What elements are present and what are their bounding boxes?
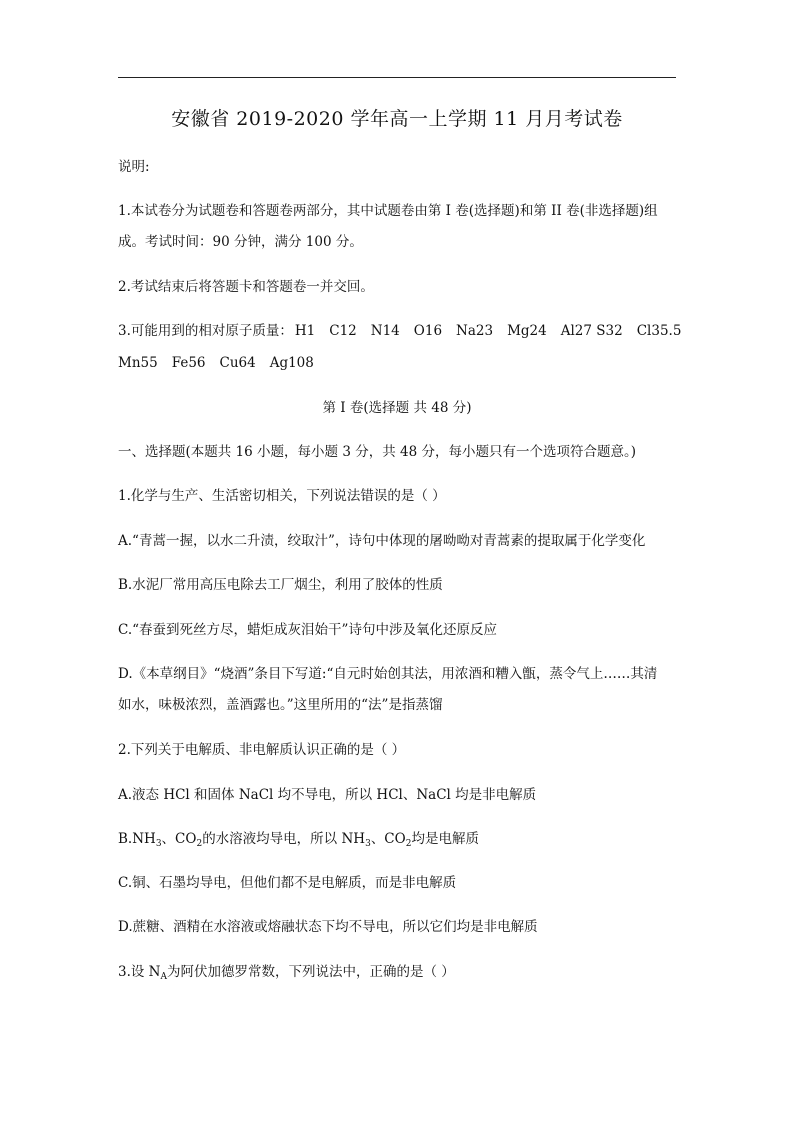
atomic-mass: Ag108 [269,355,314,371]
question-1-option-b: B.水泥厂常用高压电除去工厂烟尘，利用了胶体的性质 [118,577,443,593]
question-2-option-a: A.液态 HCl 和固体 NaCl 均不导电，所以 HCl、NaCl 均是非电解质 [118,787,537,803]
atomic-mass: H1 [294,323,316,339]
atomic-mass: Fe56 [171,355,206,371]
atomic-mass: Mn55 [118,355,158,371]
note-item-3-label: 3.可能用到的相对原子质量： [118,323,293,339]
question-2-option-b: $B.NH_3$、$CO_2$的水溶液均导电，所以 $NH_3$、$CO_2$均是电解质 [118,831,479,849]
atomic-mass: Mg24 [507,323,547,339]
part-title: 一、选择题(本题共 16 小题，每小题 3 分，共 48 分，每小题只有一个选项符合题意。) [118,444,636,460]
question-1-option-c: C.“春蚕到死丝方尽，蜡炬成灰泪始干”诗句中涉及氧化还原反应 [118,622,497,638]
note-item-3-line-1 [118,320,681,342]
atomic-mass: N14 [370,323,400,339]
note-item-1-line-2: 成。考试时间：90 分钟，满分 100 分。 [118,234,363,250]
atomic-mass: Cu64 [219,355,256,371]
atomic-mass: O16 [413,323,443,339]
question-3-stem: 3.设 $N_A$为阿伏加德罗常数，下列说法中，正确的是（ ） [118,964,455,982]
question-1-option-d-line-1: D.《本草纲目》“烧酒”条目下写道:“自元时始创其法，用浓酒和糟入甑，蒸令气上……其清 [118,666,658,682]
atomic-mass: Na23 [456,323,494,339]
question-2-stem: 2.下列关于电解质、非电解质认识正确的是（ ） [118,742,406,758]
question-2-option-c: C.铜、石墨均导电，但他们都不是电解质，而是非电解质 [118,875,457,891]
volume-title: 第 I 卷(选择题 共 48 分) [322,400,472,416]
note-item-2: 2.考试结束后将答题卡和答题卷一并交回。 [118,279,374,295]
note-item-3-line-2 [118,352,314,374]
page-title: 安徽省 2019-2020 学年高一上学期 11 月月考试卷 [171,108,623,130]
question-1-stem: 1.化学与生产、生活密切相关，下列说法错误的是（ ） [118,488,446,504]
notes-heading: 说明: [118,159,150,175]
question-1-option-a: A.“青蒿一握，以水二升渍，绞取汁”，诗句中体现的屠呦呦对青蒿素的提取属于化学变化 [118,533,646,549]
atomic-mass: C12 [329,323,357,339]
note-item-1-line-1: 1.本试卷分为试题卷和答题卷两部分，其中试题卷由第 I 卷(选择题)和第 II 卷(非选择题)组 [118,203,658,219]
atomic-mass: Cl35.5 [636,323,682,339]
header-rule [118,77,676,78]
question-2-option-d: D.蔗糖、酒精在水溶液或熔融状态下均不导电，所以它们均是非电解质 [118,919,538,935]
atomic-mass: Al27 S32 [560,323,623,339]
question-1-option-d-line-2: 如水，味极浓烈，盖酒露也。”这里所用的“法”是指蒸馏 [118,697,443,713]
